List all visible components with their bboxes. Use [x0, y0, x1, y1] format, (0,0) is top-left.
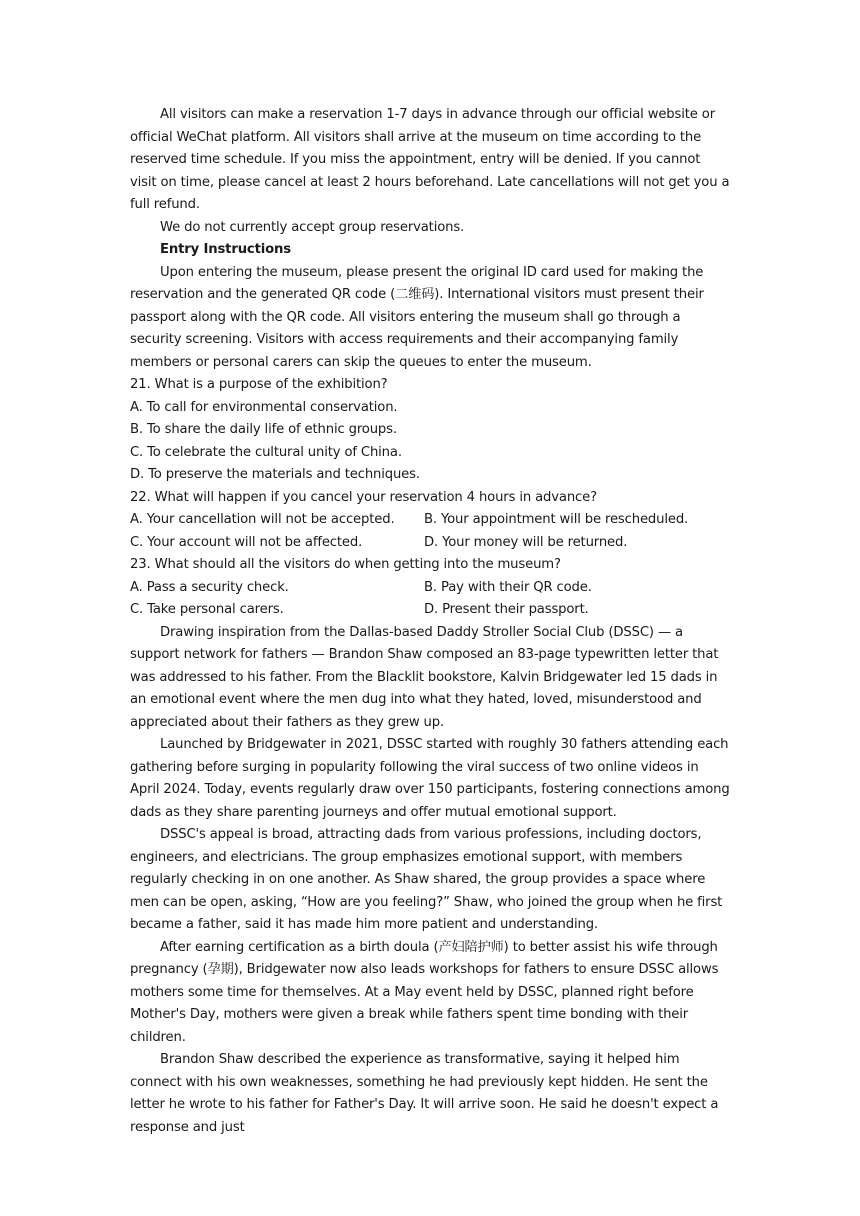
- question-21: [130, 374, 730, 487]
- option-row: [130, 577, 730, 600]
- option-d: D. Present their passport.: [424, 602, 589, 617]
- question-stem: 22. What will happen if you cancel your reservation 4 hours in advance?: [130, 489, 597, 505]
- question-22: [130, 487, 730, 555]
- option-row: [130, 532, 730, 555]
- option-b: B. Your appointment will be rescheduled.: [424, 512, 689, 527]
- option-a: A. To call for environmental conservation.: [130, 399, 398, 415]
- option-a: A. Your cancellation will not be accepted.: [130, 512, 395, 527]
- option-row: [130, 599, 730, 622]
- question-stem: 23. What should all the visitors do when getting into the museum?: [130, 557, 561, 572]
- article-paragraph-5: Brandon Shaw described the experience as transformative, saying it helped him connect with his own weaknesses, something he had previously kept hidden. He sent the letter he wrote to his father for Father's Day. It will arrive soon. He said he doesn't expect a response and just: [130, 1052, 719, 1135]
- entry-instructions-paragraph: Upon entering the museum, please present the original ID card used for making the reservation and the generated QR code (二维码). International visitors must present their passport along with the QR code. All visitors entering the museum shall go through a security screening. Visitors with access requirements and their accompanying family members or personal carers can skip the queues to enter the museum.: [130, 264, 704, 370]
- option-b: B. Pay with their QR code.: [424, 579, 592, 595]
- article-paragraph-2: Launched by Bridgewater in 2021, DSSC started with roughly 30 fathers attending each gathering before surging in popularity following the viral success of two online videos in April 2024. Today, events regularly draw over 150 participants, fostering connections among dads as they share parenting journeys and offer mutual emotional support.: [130, 737, 730, 820]
- document-page: [130, 104, 730, 1139]
- option-c: C. To celebrate the cultural unity of China.: [130, 444, 402, 460]
- article-paragraph-4: After earning certification as a birth doula (产妇陪护师) to better assist his wife through pregnancy (孕期), Bridgewater now also leads workshops for fathers to ensure DSSC allows mothers some time for themselves. At a May event held by DSSC, planned right before Mother's Day, mothers were given a break while fathers spent time bonding with their children.: [130, 939, 719, 1045]
- option-d: D. Your money will be returned.: [424, 534, 628, 550]
- article-paragraph-3: DSSC's appeal is broad, attracting dads from various professions, including doctors, engineers, and electricians. The group emphasizes emotional support, with members regularly checking in on one another. As Shaw shared, the group provides a space where men can be open, asking, “How are you feeling?” Shaw, who joined the group when he first became a father, said it has made him more patient and understanding.: [130, 827, 723, 932]
- question-23: [130, 554, 730, 622]
- group-reservation-note: We do not currently accept group reservations.: [160, 219, 465, 235]
- option-c: C. Take personal carers.: [130, 602, 284, 617]
- option-row: [130, 509, 730, 532]
- article-paragraph-1: Drawing inspiration from the Dallas-based Daddy Stroller Social Club (DSSC) — a support network for fathers — Brandon Shaw composed an 83-page typewritten letter that was addressed to his father. From the Blacklit bookstore, Kalvin Bridgewater led 15 dads in an emotional event where the men dug into what they hated, loved, misunderstood and appreciated about their fathers as they grew up.: [130, 624, 719, 730]
- option-c: C. Your account will not be affected.: [130, 534, 363, 550]
- option-a: A. Pass a security check.: [130, 579, 289, 595]
- option-d: D. To preserve the materials and techniques.: [130, 467, 420, 482]
- option-b: B. To share the daily life of ethnic groups.: [130, 422, 397, 437]
- question-stem: 21. What is a purpose of the exhibition?: [130, 377, 388, 392]
- entry-instructions-heading: Entry Instructions: [160, 242, 291, 257]
- reservation-paragraph: All visitors can make a reservation 1-7 days in advance through our official website or official WeChat platform. All visitors shall arrive at the museum on time according to the reserved time schedule. If you miss the appointment, entry will be denied. If you cannot visit on time, please cancel at least 2 hours beforehand. Late cancellations will not get you a full refund.: [130, 107, 730, 212]
